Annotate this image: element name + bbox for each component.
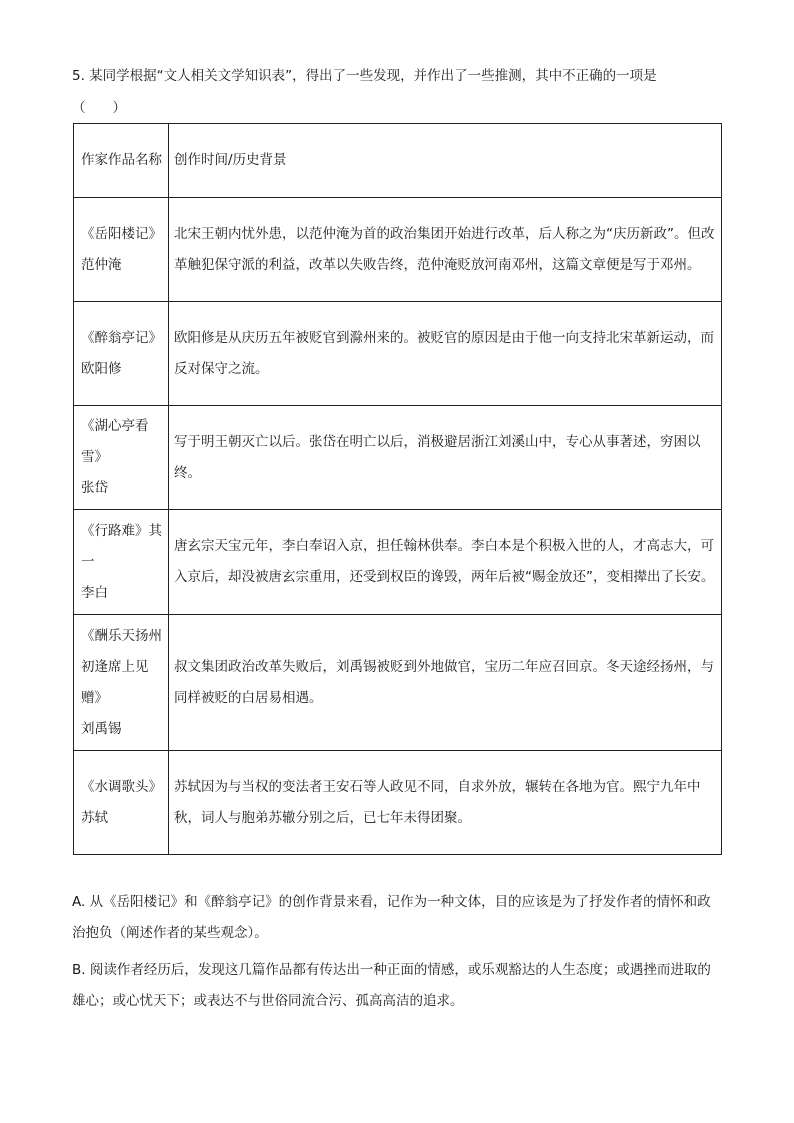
header-work: 作家作品名称	[74, 124, 169, 198]
knowledge-table	[73, 123, 722, 855]
work-cell	[74, 510, 169, 615]
background-cell: 欧阳修是从庆历五年被贬官到滁州来的。被贬官的原因是由于他一向支持北宋革新运动，而反对保守之流。	[169, 302, 722, 406]
work-author: 欧阳修	[81, 360, 122, 377]
background-cell: 唐玄宗天宝元年，李白奉诏入京，担任翰林供奉。李白本是个积极入世的人，才高志大，可入京后，却没被唐玄宗重用，还受到权臣的谗毁，两年后被“赐金放还”，变相撵出了长安。	[169, 510, 722, 615]
work-title: 《水调歌头》	[81, 778, 162, 795]
table-row	[74, 198, 722, 302]
table-row	[74, 406, 722, 510]
question-stem: 5. 某同学根据“文人相关文学知识表”，得出了一些发现，并作出了一些推测，其中不正确的一项是	[72, 68, 657, 84]
work-author: 李白	[81, 584, 108, 601]
work-author: 刘禹锡	[81, 720, 122, 737]
work-title: 《岳阳楼记》	[81, 225, 162, 242]
work-title: 《酬乐天扬州初逢席上见赠》	[81, 627, 162, 706]
work-cell	[74, 406, 169, 510]
work-cell	[74, 615, 169, 751]
background-cell: 北宋王朝内忧外患，以范仲淹为首的政治集团开始进行改革，后人称之为“庆历新政”。但改革触犯保守派的利益，改革以失败告终，范仲淹贬放河南邓州，这篇文章便是写于邓州。	[169, 198, 722, 302]
option-b: B. 阅读作者经历后，发现这几篇作品都有传达出一种正面的情感，或乐观豁达的人生态度；或遇挫而进取的雄心；或心忧天下；或表达不与世俗同流合污、孤高高洁的追求。	[72, 962, 711, 1009]
table-header-row	[74, 124, 722, 198]
option-a: A. 从《岳阳楼记》和《醉翁亭记》的创作背景来看，记作为一种文体，目的应该是为了抒发作者的情怀和政治抱负（阐述作者的某些观念）。	[72, 894, 711, 941]
table-row	[74, 302, 722, 406]
work-author: 张岱	[81, 480, 108, 496]
header-background: 创作时间/历史背景	[169, 124, 722, 198]
work-title: 《湖心亭看雪》	[81, 418, 149, 465]
table-row	[74, 751, 722, 855]
answer-bracket: （ ）	[72, 100, 126, 116]
work-title: 《行路难》其一	[81, 522, 162, 570]
work-author: 苏轼	[81, 809, 108, 826]
background-cell: 苏轼因为与当权的变法者王安石等人政见不同，自求外放，辗转在各地为官。熙宁九年中秋，词人与胞弟苏辙分别之后，已七年未得团聚。	[169, 751, 722, 855]
background-cell: 叔文集团政治改革失败后，刘禹锡被贬到外地做官，宝历二年应召回京。冬天途经扬州，与同样被贬的白居易相遇。	[169, 615, 722, 751]
work-title: 《醉翁亭记》	[81, 329, 162, 346]
work-cell	[74, 198, 169, 302]
work-cell	[74, 751, 169, 855]
work-cell	[74, 302, 169, 406]
table-row	[74, 615, 722, 751]
table-row	[74, 510, 722, 615]
background-cell: 写于明王朝灭亡以后。张岱在明亡以后，消极避居浙江刘溪山中，专心从事著述，穷困以终。	[169, 406, 722, 510]
work-author: 范仲淹	[81, 256, 122, 273]
